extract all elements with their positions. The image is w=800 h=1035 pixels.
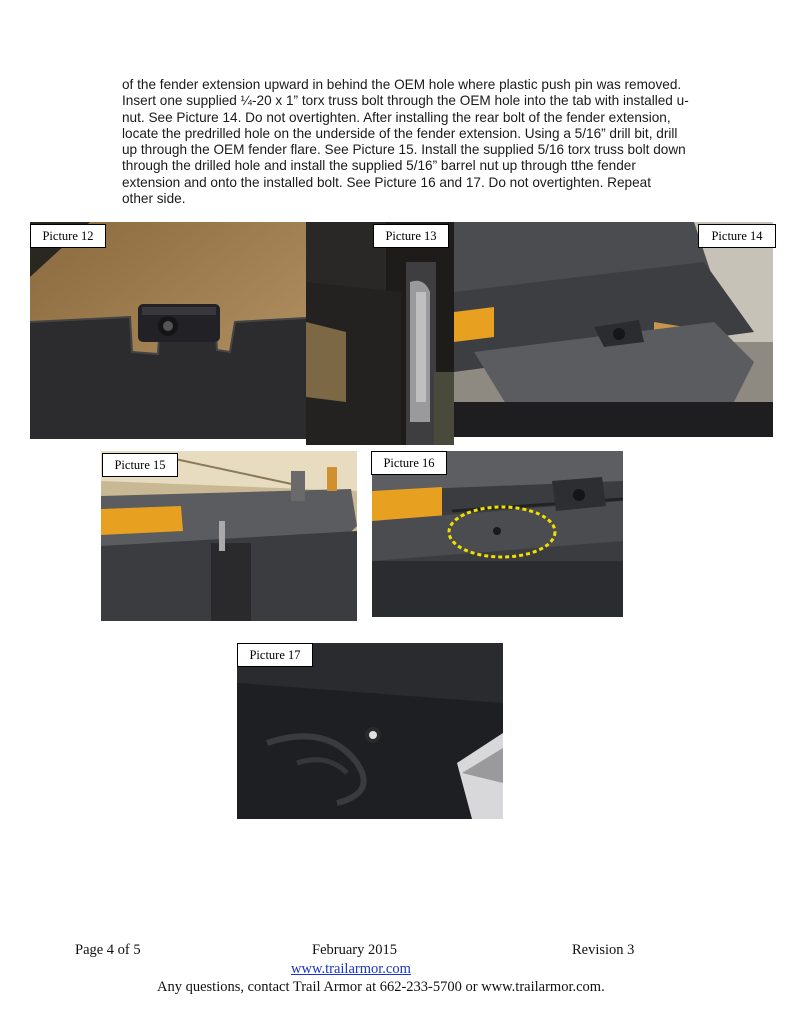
instruction-line: up through the OEM fender flare. See Picture 15. Install the supplied 5/16 torx truss bolt down	[122, 142, 686, 158]
instruction-line: Insert one supplied ¼-20 x 1” torx truss bolt through the OEM hole into the tab with installed u-	[122, 93, 689, 109]
picture-16-label: Picture 16	[371, 451, 447, 475]
picture-14-photo	[454, 222, 773, 437]
picture-12-label: Picture 12	[30, 224, 106, 248]
picture-15-label: Picture 15	[102, 453, 178, 477]
instruction-line: extension and onto the installed bolt. See Picture 16 and 17. Do not overtighten. Repeat	[122, 174, 652, 190]
picture-17-label: Picture 17	[237, 643, 313, 667]
instruction-line: other side.	[122, 191, 186, 207]
picture-13-label: Picture 13	[373, 224, 449, 248]
instruction-line: of the fender extension upward in behind the OEM hole where plastic push pin was removed.	[122, 77, 682, 92]
footer-website-link[interactable]: www.trailarmor.com	[291, 961, 411, 977]
footer-date: February 2015	[312, 942, 397, 958]
instructions-paragraph	[122, 77, 727, 207]
picture-13-photo	[306, 222, 454, 445]
footer-contact: Any questions, contact Trail Armor at 662-233-5700 or www.trailarmor.com.	[157, 979, 605, 995]
picture-17-photo	[237, 643, 503, 819]
instruction-line: through the drilled hole and install the supplied 5/16” barrel nut up through tthe fender	[122, 158, 636, 174]
picture-16-photo	[372, 451, 623, 617]
instruction-line: nut. See Picture 14. Do not overtighten. After installing the rear bolt of the fender extension,	[122, 109, 671, 125]
picture-14-label: Picture 14	[698, 224, 776, 248]
footer-page-number: Page 4 of 5	[75, 942, 141, 958]
picture-12-photo	[30, 222, 306, 439]
instruction-line: locate the predrilled hole on the underside of the fender extension. Using a 5/16” drill bit, drill	[122, 125, 678, 141]
footer-revision: Revision 3	[572, 942, 635, 958]
